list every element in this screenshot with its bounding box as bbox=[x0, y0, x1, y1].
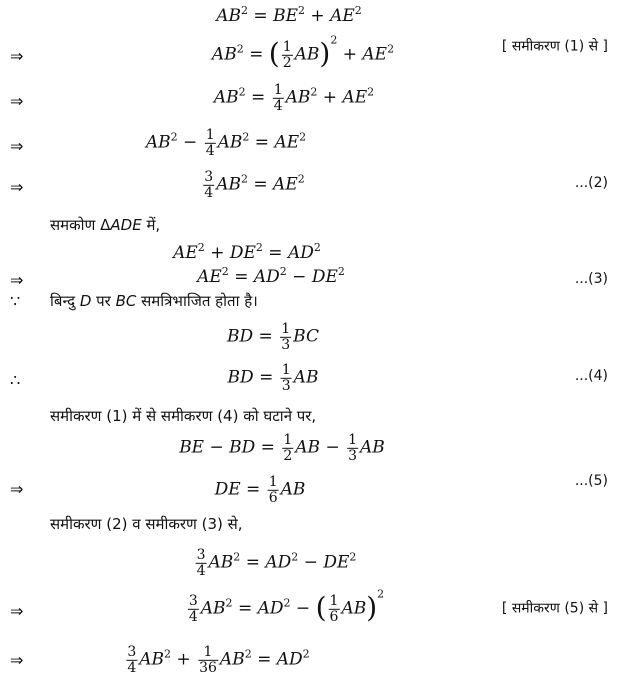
text-subtract-eq4-from-eq1: समीकरण (1) में से समीकरण (4) को घटाने पर, bbox=[50, 407, 317, 425]
equation-18: $\frac{3}{4}$ $AB^2$ + $\frac{1}{36}$ $AB^2 = AD^2$ bbox=[127, 643, 310, 676]
equation-14: DE = $\frac{1}{6}$ AB bbox=[214, 473, 306, 506]
reference-equation-5: [ समीकरण (5) से ] bbox=[501, 600, 608, 617]
implies-symbol: ⇒ bbox=[10, 136, 24, 156]
equation-1: $AB^2 = BE^2 + AE^2$ bbox=[216, 4, 362, 26]
equation-number-4: ...(4) bbox=[574, 368, 608, 384]
because-symbol: ∵ bbox=[10, 291, 21, 311]
implies-symbol: ⇒ bbox=[10, 650, 24, 670]
equation-5: $\frac{3}{4}$ $AB^2 = AE^2$ bbox=[204, 168, 305, 201]
equation-3: $AB^2$ = $\frac{1}{4}$ $AB^2 + AE^2$ bbox=[213, 81, 375, 114]
equation-13: BE − BD = $\frac{1}{2}$ AB − $\frac{1}{3}$ AB bbox=[179, 431, 385, 464]
equation-8: $AE^2 = AD^2 - DE^2$ bbox=[197, 265, 345, 287]
equation-2: $AB^2$ = ( $\frac{1}{2}$ $AB)^2 + AE^2$ bbox=[211, 33, 395, 71]
implies-symbol: ⇒ bbox=[10, 177, 24, 197]
equation-11: BD = $\frac{1}{3}$ AB bbox=[227, 361, 319, 394]
text-from-eq2-and-eq3: समीकरण (2) व समीकरण (3) से, bbox=[50, 515, 243, 533]
equation-10: BD = $\frac{1}{3}$ BC bbox=[227, 320, 319, 353]
equation-16: $\frac{3}{4}$ $AB^2 = AD^2 - DE^2$ bbox=[196, 546, 357, 579]
equation-4: $AB^2$ − $\frac{1}{4}$ $AB^2 = AE^2$ bbox=[145, 126, 307, 159]
equation-7: $AE^2 + DE^2 = AD^2$ bbox=[173, 241, 321, 263]
equation-17: $\frac{3}{4}$ $AB^2 = AD^2$ − ( $\frac{1}{6}$ AB)$^2$ bbox=[188, 587, 385, 625]
equation-number-5: ...(5) bbox=[574, 473, 608, 489]
text-point-d-trisects: बिन्दु D पर BC समत्रिभाजित होता है। bbox=[50, 292, 258, 310]
equation-number-2: ...(2) bbox=[574, 175, 608, 191]
therefore-symbol: ∴ bbox=[10, 370, 21, 390]
implies-symbol: ⇒ bbox=[10, 46, 24, 66]
implies-symbol: ⇒ bbox=[10, 91, 24, 111]
equation-number-3: ...(3) bbox=[574, 271, 608, 287]
implies-symbol: ⇒ bbox=[10, 479, 24, 499]
text-right-triangle-ade: समकोण ΔADE में, bbox=[50, 216, 161, 234]
reference-equation-1: [ समीकरण (1) से ] bbox=[501, 38, 608, 55]
implies-symbol: ⇒ bbox=[10, 270, 24, 290]
implies-symbol: ⇒ bbox=[10, 601, 24, 621]
